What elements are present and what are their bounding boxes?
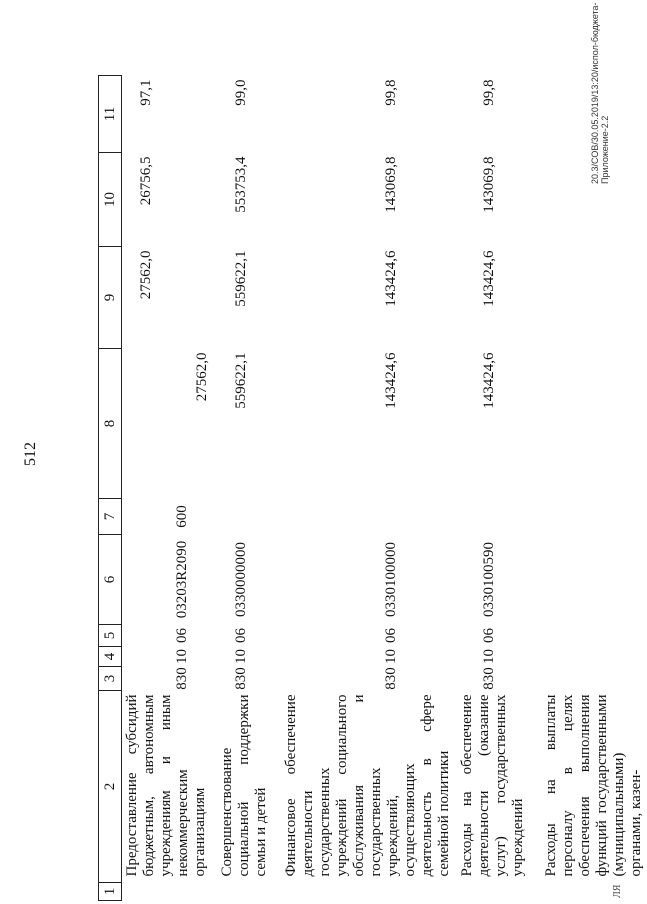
cell-refined: 143424,6 (481, 250, 497, 307)
cell-section: 10 (481, 649, 497, 664)
cell-executed: 143069,8 (481, 156, 497, 213)
cell-percent: 99,0 (233, 79, 249, 106)
cell-approved: 27562,0 (194, 352, 210, 402)
col-header-1: 1 (99, 883, 122, 901)
col-header-4: 4 (99, 647, 122, 667)
row-description: Расходы на выплаты персоналу в целях обеспечения выполнения функций государственными (муниципальными) органами, казен- (543, 694, 644, 877)
cell-executed: 553753,4 (233, 156, 249, 213)
col-header-10: 10 (99, 153, 122, 247)
col-header-11: 11 (99, 76, 122, 153)
cell-approved: 143424,6 (383, 352, 399, 409)
cell-section: 10 (233, 649, 249, 664)
page-footer-mark: ЛЯ (612, 884, 623, 898)
cell-target-article: 0330000000 (233, 542, 249, 617)
cell-subsection: 06 (383, 628, 399, 643)
table-row (211, 76, 277, 901)
cell-target-article: 0330100590 (481, 542, 497, 617)
row-description: Финансовое обеспечение деятельности государственных учреждений социального обслуживания и государственных учреждений, осуществляющих деятельность в сфере семейной политики (283, 694, 452, 877)
table-row (122, 76, 212, 901)
col-header-2: 2 (99, 691, 122, 883)
cell-approved: 559622,1 (233, 352, 249, 409)
cell-approved: 143424,6 (481, 352, 497, 409)
page-number: 512 (22, 442, 39, 466)
cell-subsection: 06 (481, 628, 497, 643)
table-row (277, 76, 453, 901)
col-header-5: 5 (99, 625, 122, 647)
row-description: Совершенствование социальной поддержки семьи и детей (219, 694, 269, 877)
budget-table (98, 75, 647, 901)
cell-percent: 99,8 (481, 79, 497, 106)
table-row (537, 76, 647, 901)
cell-percent: 97,1 (138, 79, 154, 106)
col-header-3: 3 (99, 667, 122, 691)
col-header-7: 7 (99, 499, 122, 535)
cell-expense-type: 600 (174, 505, 190, 528)
col-header-9: 9 (99, 247, 122, 349)
cell-refined: 143424,6 (383, 250, 399, 307)
col-header-8: 8 (99, 349, 122, 499)
col-header-6: 6 (99, 535, 122, 625)
document-reference: 20.3/СОВ/30.05.2019/13:20/испол-бюджета-Приложение-2.2 (590, 2, 610, 184)
column-number-header (99, 76, 122, 901)
cell-executed: 143069,8 (383, 156, 399, 213)
cell-percent: 99,8 (383, 79, 399, 106)
row-description: Предоставление субсидий бюджетным, автономным учреждениям и иным некоммерческим организациям (124, 694, 208, 877)
cell-ministry: 830 (233, 667, 249, 690)
row-description: Расходы на обеспечение деятельности (оказание услуг) государственных учреждений (459, 694, 526, 877)
cell-refined: 559622,1 (233, 250, 249, 307)
cell-ministry: 830 (174, 667, 190, 690)
cell-ministry: 830 (383, 667, 399, 690)
cell-target-article: 0330100000 (383, 542, 399, 617)
cell-section: 10 (174, 649, 190, 664)
cell-target-article: 03203R2090 (174, 540, 190, 619)
cell-subsection: 06 (174, 628, 190, 643)
table-row (453, 76, 537, 901)
cell-section: 10 (383, 649, 399, 664)
cell-executed: 26756,5 (138, 156, 154, 206)
cell-subsection: 06 (233, 628, 249, 643)
cell-ministry: 830 (481, 667, 497, 690)
cell-refined: 27562,0 (138, 250, 154, 300)
